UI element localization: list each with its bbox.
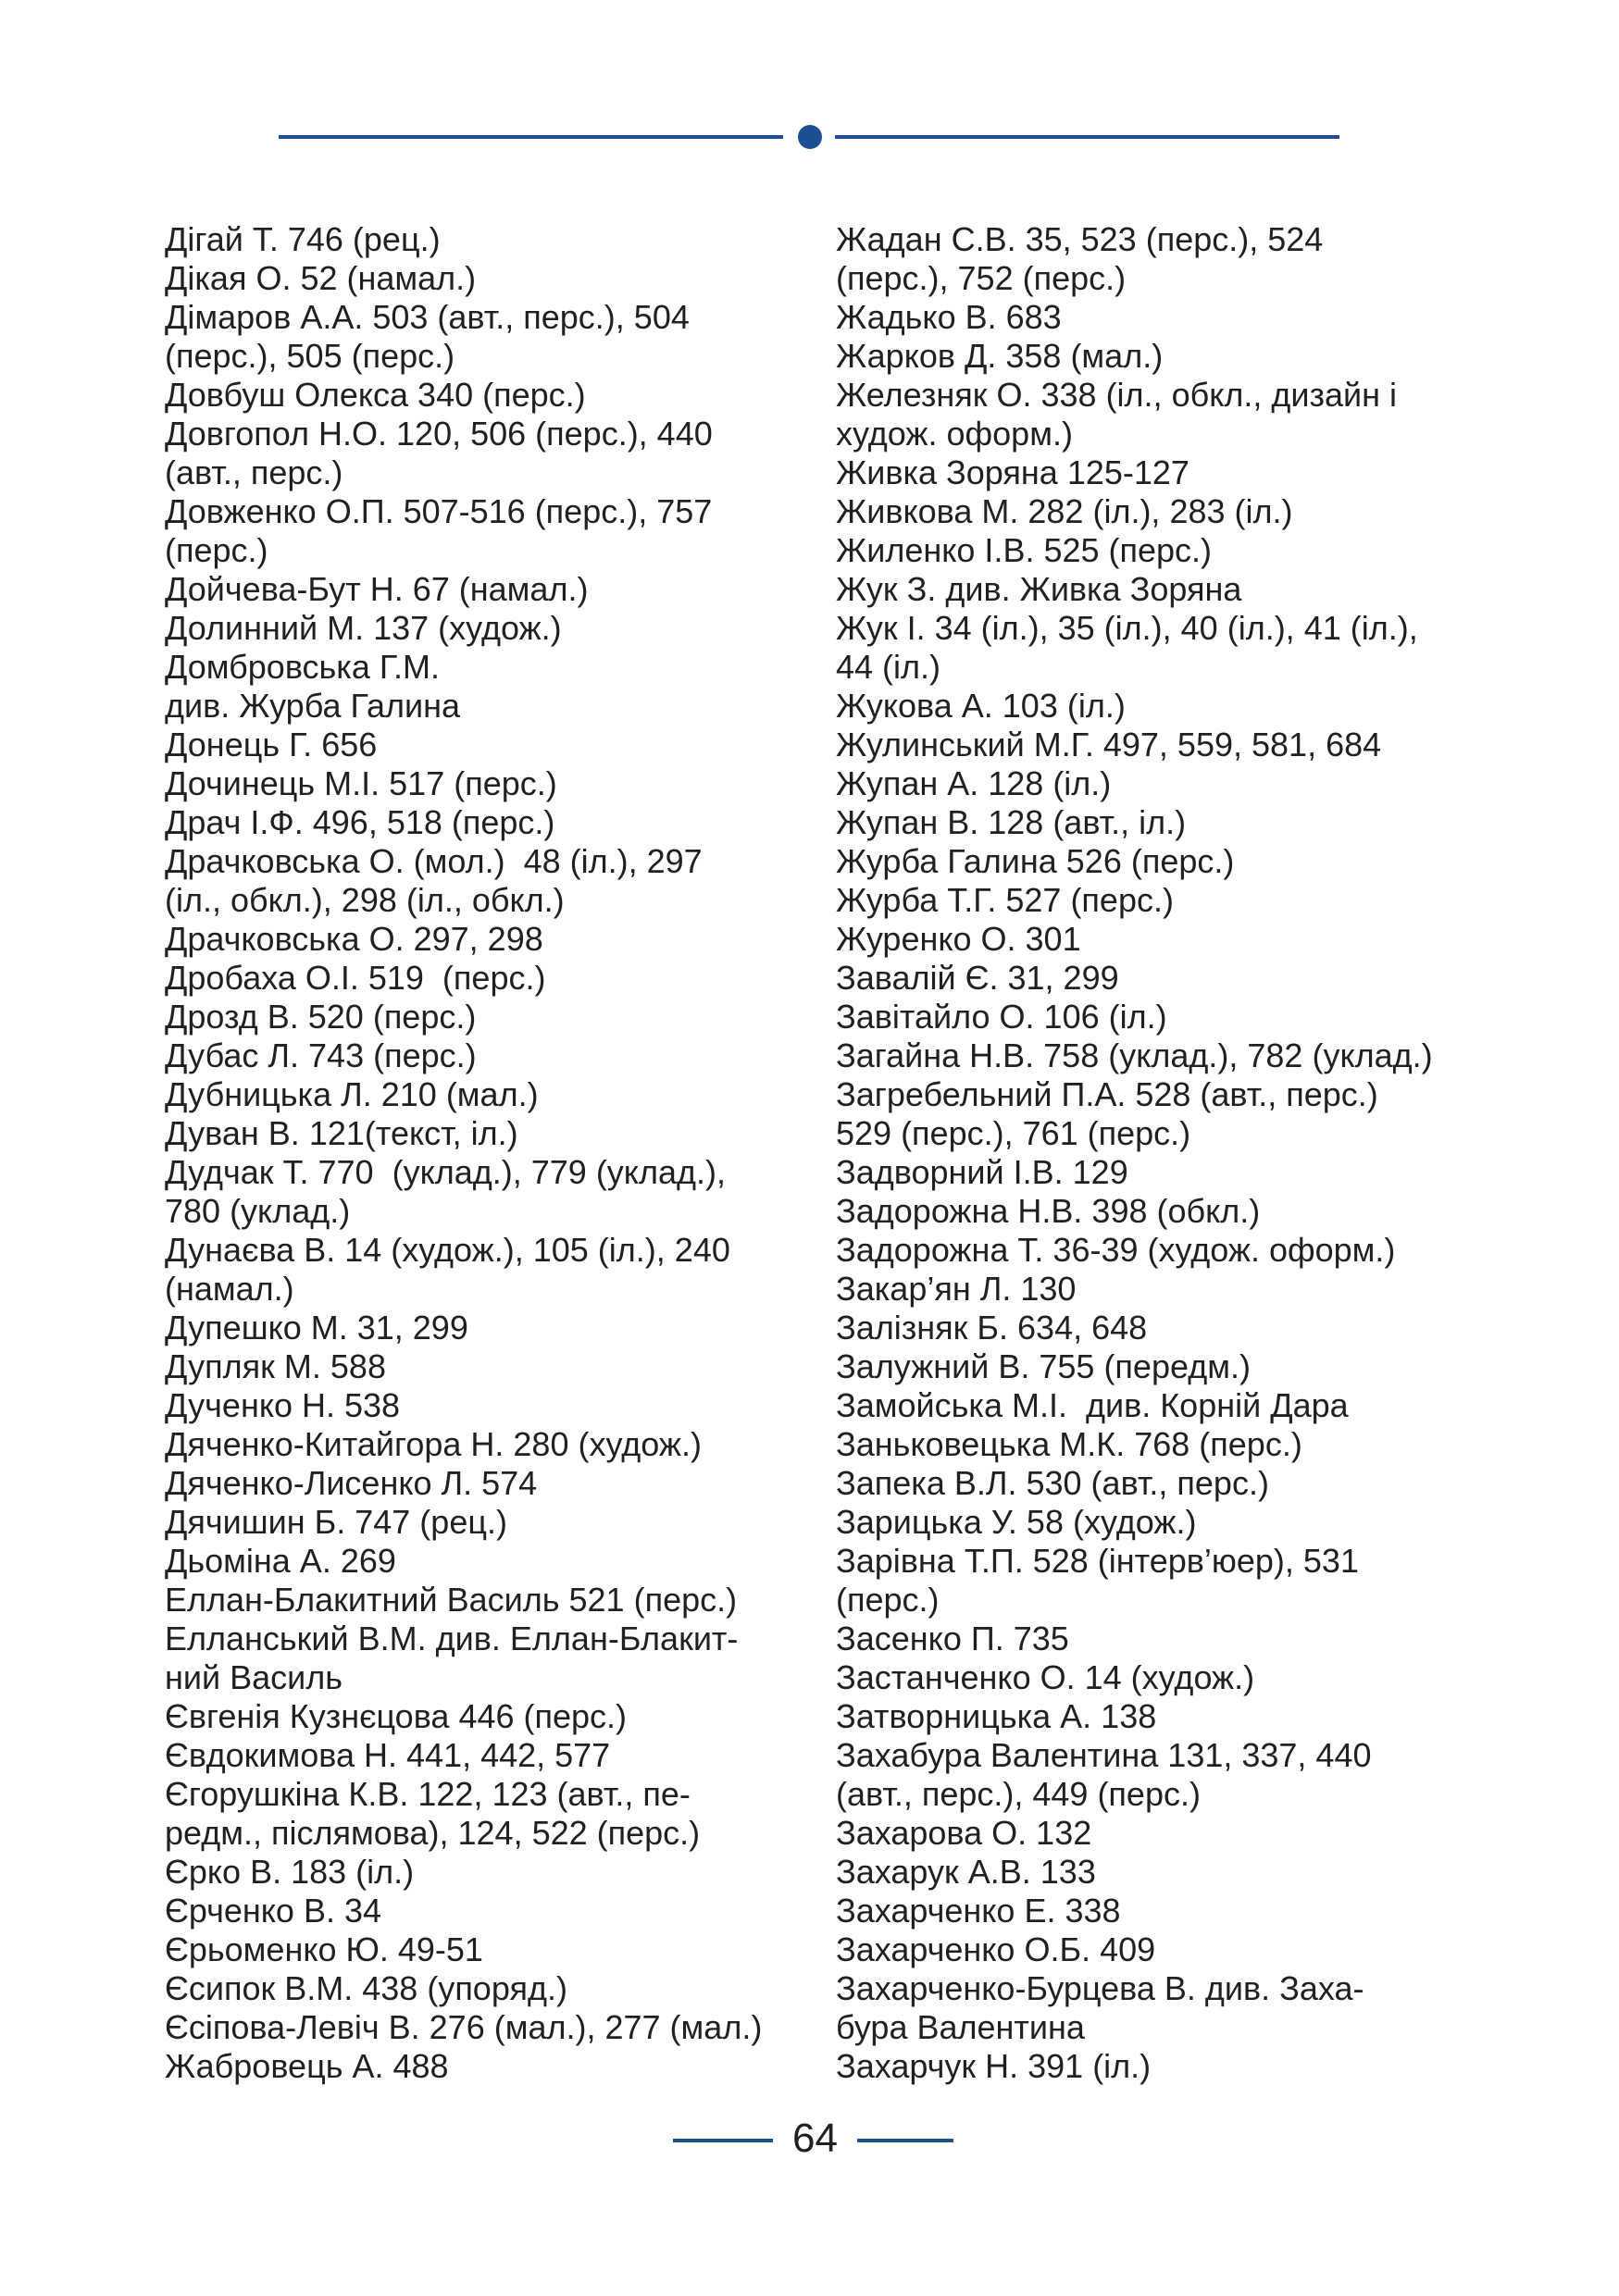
index-entry-line: Захарченко Е. 338 bbox=[836, 1892, 1121, 1930]
index-entry-line: Захарченко-Бурцева В. див. Заха- bbox=[836, 1969, 1364, 2007]
index-entry-line: Жупан А. 128 (іл.) bbox=[836, 764, 1112, 802]
index-entry-line: редм., післямова), 124, 522 (перс.) bbox=[165, 1814, 701, 1852]
index-entry-line: Домбровська Г.М. bbox=[165, 648, 440, 686]
index-entry-line: Еллан-Блакитний Василь 521 (перс.) bbox=[165, 1581, 738, 1619]
index-entry-line: Дяченко-Лисенко Л. 574 bbox=[165, 1464, 538, 1502]
index-entry-line: Дудчак Т. 770 (уклад.), 779 (уклад.), bbox=[165, 1153, 726, 1191]
index-entry-line: Жарков Д. 358 (мал.) bbox=[836, 337, 1164, 375]
index-entry-line: Довженко О.П. 507-516 (перс.), 757 bbox=[165, 492, 713, 530]
index-entry-line: Дімаров А.А. 503 (авт., перс.), 504 bbox=[165, 298, 690, 336]
page-footer bbox=[0, 2111, 1619, 2166]
index-entry-line: Загребельний П.А. 528 (авт., перс.) bbox=[836, 1075, 1378, 1113]
index-entry-line: (перс.) bbox=[836, 1581, 940, 1619]
index-entry-line: Жиленко І.В. 525 (перс.) bbox=[836, 531, 1213, 569]
index-entry-line: Елланський В.М. див. Еллан-Блакит- bbox=[165, 1620, 739, 1657]
index-entry-line: (намал.) bbox=[165, 1270, 294, 1308]
index-entry-line: Єрко В. 183 (іл.) bbox=[165, 1853, 415, 1891]
index-entry-line: Жабровець А. 488 bbox=[165, 2047, 449, 2085]
index-entry-line: Жукова А. 103 (іл.) bbox=[836, 687, 1126, 725]
index-entry-line: Захарченко О.Б. 409 bbox=[836, 1930, 1156, 1968]
index-entry-line: Дьоміна А. 269 bbox=[165, 1542, 396, 1580]
index-entry-line: Замойська М.І. див. Корній Дара bbox=[836, 1386, 1349, 1424]
index-entry-line: Живка Зоряна 125-127 bbox=[836, 453, 1189, 491]
index-entry-line: Довбуш Олекса 340 (перс.) bbox=[165, 376, 586, 414]
index-entry-line: Дуван В. 121(текст, іл.) bbox=[165, 1114, 518, 1152]
index-entry-line: Засенко П. 735 bbox=[836, 1620, 1069, 1657]
index-entry-line: 44 (іл.) bbox=[836, 648, 941, 686]
index-entry-line: (перс.), 752 (перс.) bbox=[836, 259, 1127, 297]
index-entry-line: Дойчева-Бут Н. 67 (намал.) bbox=[165, 570, 589, 608]
index-column-right bbox=[836, 220, 1475, 2086]
index-entry-line: 780 (уклад.) bbox=[165, 1192, 351, 1230]
index-entry-line: Захарчук Н. 391 (іл.) bbox=[836, 2047, 1152, 2085]
top-decorative-rule-right bbox=[835, 135, 1339, 139]
index-entry-line: Захабура Валентина 131, 337, 440 bbox=[836, 1736, 1372, 1774]
index-entry-line: Дученко Н. 538 bbox=[165, 1386, 401, 1424]
footer-rule-right bbox=[857, 2139, 953, 2142]
index-entry-line: Євгенія Кузнєцова 446 (перс.) bbox=[165, 1697, 628, 1735]
index-entry-line: Живкова М. 282 (іл.), 283 (іл.) bbox=[836, 492, 1293, 530]
index-entry-line: Дікая О. 52 (намал.) bbox=[165, 259, 477, 297]
index-entry-line: Журенко О. 301 bbox=[836, 920, 1081, 958]
index-entry-line: Завітайло О. 106 (іл.) bbox=[836, 998, 1167, 1036]
index-entry-line: Дупляк М. 588 bbox=[165, 1347, 386, 1385]
index-entry-line: Дігай Т. 746 (рец.) bbox=[165, 220, 441, 258]
index-entry-line: див. Журба Галина bbox=[165, 687, 461, 725]
index-entry-line: Жадько В. 683 bbox=[836, 298, 1062, 336]
index-entry-line: Зарицька У. 58 (худож.) bbox=[836, 1503, 1197, 1541]
top-decorative-dot bbox=[798, 125, 822, 149]
index-entry-line: (іл., обкл.), 298 (іл., обкл.) bbox=[165, 881, 565, 919]
index-entry-line: Донець Г. 656 bbox=[165, 726, 378, 763]
index-entry-line: Дробаха О.І. 519 (перс.) bbox=[165, 959, 546, 997]
index-entry-line: Драчковська О. (мол.) 48 (іл.), 297 bbox=[165, 842, 703, 880]
index-entry-line: Задворний І.В. 129 bbox=[836, 1153, 1128, 1191]
index-entry-line: Єгорушкіна К.В. 122, 123 (авт., пе- bbox=[165, 1775, 691, 1813]
index-entry-line: (перс.) bbox=[165, 531, 268, 569]
index-entry-line: Заньковецька М.К. 768 (перс.) bbox=[836, 1425, 1302, 1463]
index-entry-line: Долинний М. 137 (худож.) bbox=[165, 609, 562, 647]
index-column-left bbox=[165, 220, 803, 2086]
index-entry-line: Драчковська О. 297, 298 bbox=[165, 920, 543, 958]
index-entry-line: Затворницька А. 138 bbox=[836, 1697, 1157, 1735]
top-decorative-rule-left bbox=[279, 135, 783, 139]
index-entry-line: Закар’ян Л. 130 bbox=[836, 1270, 1077, 1308]
index-entry-line: Железняк О. 338 (іл., обкл., дизайн і bbox=[836, 376, 1398, 414]
index-entry-line: бура Валентина bbox=[836, 2008, 1085, 2046]
index-entry-line: Дячишин Б. 747 (рец.) bbox=[165, 1503, 507, 1541]
page-number: 64 bbox=[792, 2116, 838, 2161]
index-entry-line: Журба Галина 526 (перс.) bbox=[836, 842, 1235, 880]
footer-rule-left bbox=[673, 2139, 773, 2142]
index-entry-line: Драч І.Ф. 496, 518 (перс.) bbox=[165, 803, 555, 841]
index-entry-line: Завалій Є. 31, 299 bbox=[836, 959, 1119, 997]
index-entry-line: (авт., перс.) bbox=[165, 453, 343, 491]
index-entry-line: Євдокимова Н. 441, 442, 577 bbox=[165, 1736, 611, 1774]
index-entry-line: Довгопол Н.О. 120, 506 (перс.), 440 bbox=[165, 415, 713, 453]
index-entry-line: Дочинець М.І. 517 (перс.) bbox=[165, 764, 557, 802]
index-entry-line: Запека В.Л. 530 (авт., перс.) bbox=[836, 1464, 1269, 1502]
index-entry-line: Єрченко В. 34 bbox=[165, 1892, 381, 1930]
index-entry-line: худож. оформ.) bbox=[836, 415, 1073, 453]
index-entry-line: Залужний В. 755 (передм.) bbox=[836, 1347, 1251, 1385]
index-entry-line: Дрозд В. 520 (перс.) bbox=[165, 998, 477, 1036]
index-entry-line: Жадан С.В. 35, 523 (перс.), 524 bbox=[836, 220, 1324, 258]
index-entry-line: Журба Т.Г. 527 (перс.) bbox=[836, 881, 1174, 919]
index-entry-line: Дунаєва В. 14 (худож.), 105 (іл.), 240 bbox=[165, 1231, 730, 1269]
index-entry-line: Жук З. див. Живка Зоряна bbox=[836, 570, 1242, 608]
index-entry-line: Захарук А.В. 133 bbox=[836, 1853, 1096, 1891]
index-entry-line: Залізняк Б. 634, 648 bbox=[836, 1309, 1148, 1347]
index-entry-line: Задорожна Т. 36-39 (худож. оформ.) bbox=[836, 1231, 1396, 1269]
index-entry-line: Захарова О. 132 bbox=[836, 1814, 1092, 1852]
index-entry-line: Дяченко-Китайгора Н. 280 (худож.) bbox=[165, 1425, 702, 1463]
index-entry-line: Дупешко М. 31, 299 bbox=[165, 1309, 468, 1347]
index-entry-line: 529 (перс.), 761 (перс.) bbox=[836, 1114, 1191, 1152]
index-entry-line: ний Василь bbox=[165, 1658, 343, 1696]
index-entry-line: Жулинський М.Г. 497, 559, 581, 684 bbox=[836, 726, 1382, 763]
index-entry-line: (авт., перс.), 449 (перс.) bbox=[836, 1775, 1201, 1813]
index-entry-line: Дубницька Л. 210 (мал.) bbox=[165, 1075, 539, 1113]
index-entry-line: Задорожна Н.В. 398 (обкл.) bbox=[836, 1192, 1261, 1230]
index-entry-line: Загайна Н.В. 758 (уклад.), 782 (уклад.) bbox=[836, 1036, 1433, 1074]
index-entry-line: (перс.), 505 (перс.) bbox=[165, 337, 455, 375]
index-entry-line: Дубас Л. 743 (перс.) bbox=[165, 1036, 477, 1074]
index-entry-line: Жупан В. 128 (авт., іл.) bbox=[836, 803, 1187, 841]
index-entry-line: Застанченко О. 14 (худож.) bbox=[836, 1658, 1255, 1696]
index-entry-line: Єрьоменко Ю. 49-51 bbox=[165, 1930, 483, 1968]
index-entry-line: Єсипок В.М. 438 (упоряд.) bbox=[165, 1969, 567, 2007]
index-entry-line: Єсіпова-Левіч В. 276 (мал.), 277 (мал.) bbox=[165, 2008, 763, 2046]
index-entry-line: Зарівна Т.П. 528 (інтерв’юер), 531 bbox=[836, 1542, 1359, 1580]
index-entry-line: Жук І. 34 (іл.), 35 (іл.), 40 (іл.), 41 (іл.), bbox=[836, 609, 1418, 647]
